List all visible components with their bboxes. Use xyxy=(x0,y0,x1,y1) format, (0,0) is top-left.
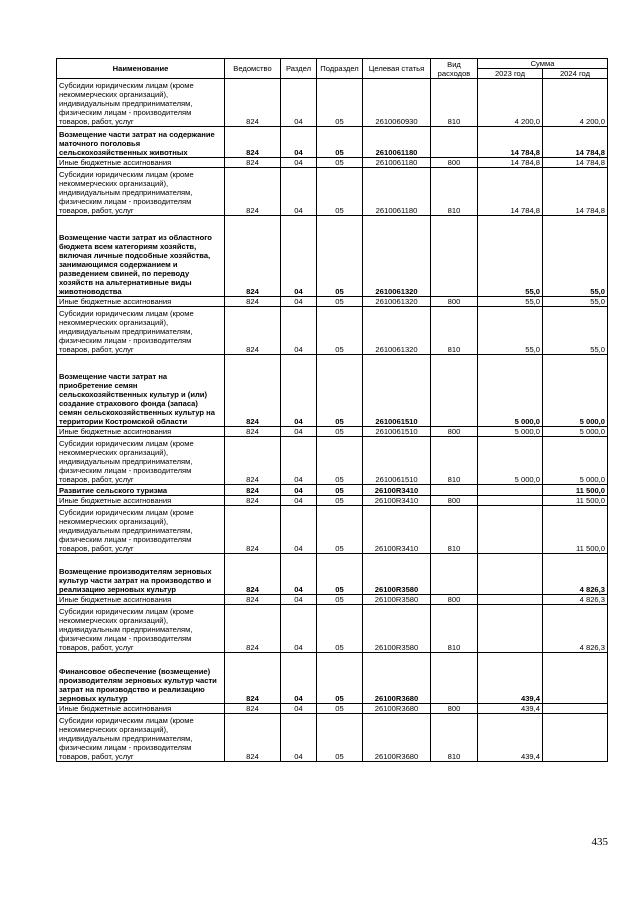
cell-subsection: 05 xyxy=(317,307,363,355)
cell-section: 04 xyxy=(281,127,317,158)
cell-target: 26100R3580 xyxy=(363,554,431,595)
cell-name: Возмещение части затрат на содержание маточного поголовья сельскохозяйственных животных xyxy=(57,127,225,158)
cell-2023 xyxy=(478,605,543,653)
cell-section: 04 xyxy=(281,554,317,595)
cell-subsection: 05 xyxy=(317,653,363,704)
cell-target: 26100R3410 xyxy=(363,485,431,496)
cell-name: Субсидии юридическим лицам (кроме некоммерческих организаций), индивидуальным предпринимателям, физическим лицам - производителям товаров, работ, услуг xyxy=(57,506,225,554)
table-row xyxy=(57,595,608,605)
cell-2024: 14 784,8 xyxy=(543,127,608,158)
cell-2023: 14 784,8 xyxy=(478,158,543,168)
cell-2024: 4 826,3 xyxy=(543,595,608,605)
cell-dept: 824 xyxy=(225,714,281,762)
cell-name: Иные бюджетные ассигнования xyxy=(57,704,225,714)
cell-target: 26100R3680 xyxy=(363,714,431,762)
cell-section: 04 xyxy=(281,307,317,355)
cell-section: 04 xyxy=(281,158,317,168)
cell-dept: 824 xyxy=(225,158,281,168)
cell-dept: 824 xyxy=(225,307,281,355)
cell-target: 2610061180 xyxy=(363,168,431,216)
table-row xyxy=(57,554,608,595)
cell-target: 26100R3580 xyxy=(363,605,431,653)
cell-subsection: 05 xyxy=(317,554,363,595)
cell-dept: 824 xyxy=(225,653,281,704)
cell-2024: 11 500,0 xyxy=(543,506,608,554)
cell-target: 26100R3680 xyxy=(363,704,431,714)
table-row xyxy=(57,127,608,158)
cell-exptype xyxy=(431,554,478,595)
cell-section: 04 xyxy=(281,485,317,496)
cell-name: Иные бюджетные ассигнования xyxy=(57,496,225,506)
cell-name: Возмещение производителям зерновых культур части затрат на производство и реализацию зерновых культур xyxy=(57,554,225,595)
cell-section: 04 xyxy=(281,437,317,485)
cell-section: 04 xyxy=(281,653,317,704)
cell-exptype xyxy=(431,653,478,704)
cell-2023 xyxy=(478,506,543,554)
cell-name: Субсидии юридическим лицам (кроме некоммерческих организаций), индивидуальным предпринимателям, физическим лицам - производителям товаров, работ, услуг xyxy=(57,714,225,762)
cell-exptype xyxy=(431,127,478,158)
cell-dept: 824 xyxy=(225,437,281,485)
cell-section: 04 xyxy=(281,496,317,506)
cell-2024: 4 200,0 xyxy=(543,79,608,127)
cell-subsection: 05 xyxy=(317,485,363,496)
cell-exptype: 810 xyxy=(431,168,478,216)
cell-subsection: 05 xyxy=(317,168,363,216)
cell-2023: 439,4 xyxy=(478,704,543,714)
cell-2024: 14 784,8 xyxy=(543,168,608,216)
cell-dept: 824 xyxy=(225,216,281,297)
cell-exptype xyxy=(431,485,478,496)
cell-section: 04 xyxy=(281,427,317,437)
cell-exptype: 800 xyxy=(431,297,478,307)
cell-2023: 439,4 xyxy=(478,714,543,762)
cell-target: 2610061320 xyxy=(363,216,431,297)
header-section: Раздел xyxy=(281,59,317,79)
table-row xyxy=(57,605,608,653)
cell-exptype: 810 xyxy=(431,307,478,355)
cell-section: 04 xyxy=(281,297,317,307)
cell-2024: 55,0 xyxy=(543,216,608,297)
table-row xyxy=(57,307,608,355)
cell-subsection: 05 xyxy=(317,437,363,485)
cell-target: 2610061510 xyxy=(363,427,431,437)
cell-name: Субсидии юридическим лицам (кроме некоммерческих организаций), индивидуальным предпринимателям, физическим лицам - производителям товаров, работ, услуг xyxy=(57,168,225,216)
cell-2023: 55,0 xyxy=(478,216,543,297)
cell-dept: 824 xyxy=(225,485,281,496)
cell-dept: 824 xyxy=(225,554,281,595)
table-row xyxy=(57,216,608,297)
cell-exptype: 810 xyxy=(431,79,478,127)
cell-name: Иные бюджетные ассигнования xyxy=(57,427,225,437)
cell-section: 04 xyxy=(281,605,317,653)
cell-name: Субсидии юридическим лицам (кроме некоммерческих организаций), индивидуальным предпринимателям, физическим лицам - производителям товаров, работ, услуг xyxy=(57,437,225,485)
cell-2023 xyxy=(478,496,543,506)
cell-subsection: 05 xyxy=(317,216,363,297)
cell-2024: 14 784,8 xyxy=(543,158,608,168)
cell-2024: 11 500,0 xyxy=(543,485,608,496)
cell-dept: 824 xyxy=(225,595,281,605)
table-row xyxy=(57,297,608,307)
cell-exptype: 800 xyxy=(431,595,478,605)
cell-section: 04 xyxy=(281,714,317,762)
cell-2024: 11 500,0 xyxy=(543,496,608,506)
cell-exptype: 800 xyxy=(431,704,478,714)
cell-subsection: 05 xyxy=(317,506,363,554)
cell-name: Субсидии юридическим лицам (кроме некоммерческих организаций), индивидуальным предпринимателям, физическим лицам - производителям товаров, работ, услуг xyxy=(57,307,225,355)
cell-target: 2610060930 xyxy=(363,79,431,127)
cell-subsection: 05 xyxy=(317,158,363,168)
header-subsection: Подраздел xyxy=(317,59,363,79)
cell-exptype: 800 xyxy=(431,427,478,437)
page-number: 435 xyxy=(591,836,608,848)
table-row xyxy=(57,496,608,506)
cell-target: 2610061510 xyxy=(363,437,431,485)
cell-dept: 824 xyxy=(225,297,281,307)
cell-section: 04 xyxy=(281,595,317,605)
table-row xyxy=(57,714,608,762)
cell-name: Развитие сельского туризма xyxy=(57,485,225,496)
table-header xyxy=(57,59,608,79)
cell-2024: 5 000,0 xyxy=(543,437,608,485)
table-body xyxy=(57,79,608,762)
header-name: Наименование xyxy=(57,59,225,79)
cell-name: Субсидии юридическим лицам (кроме некоммерческих организаций), индивидуальным предпринимателям, физическим лицам - производителям товаров, работ, услуг xyxy=(57,605,225,653)
cell-subsection: 05 xyxy=(317,605,363,653)
header-dept: Ведомство xyxy=(225,59,281,79)
cell-name: Финансовое обеспечение (возмещение) производителям зерновых культур части затрат на производство и реализацию зерновых культур xyxy=(57,653,225,704)
table-row xyxy=(57,158,608,168)
cell-exptype: 800 xyxy=(431,496,478,506)
cell-dept: 824 xyxy=(225,496,281,506)
cell-2023: 439,4 xyxy=(478,653,543,704)
cell-2024: 5 000,0 xyxy=(543,355,608,427)
cell-dept: 824 xyxy=(225,704,281,714)
cell-dept: 824 xyxy=(225,427,281,437)
cell-2024: 55,0 xyxy=(543,307,608,355)
cell-2023: 5 000,0 xyxy=(478,437,543,485)
cell-target: 26100R3580 xyxy=(363,595,431,605)
cell-dept: 824 xyxy=(225,355,281,427)
cell-target: 2610061180 xyxy=(363,127,431,158)
cell-2023: 14 784,8 xyxy=(478,168,543,216)
header-2023: 2023 год xyxy=(478,69,543,79)
cell-section: 04 xyxy=(281,216,317,297)
cell-subsection: 05 xyxy=(317,714,363,762)
table-row xyxy=(57,355,608,427)
cell-2023: 5 000,0 xyxy=(478,355,543,427)
cell-subsection: 05 xyxy=(317,79,363,127)
cell-2024 xyxy=(543,653,608,704)
cell-exptype: 810 xyxy=(431,506,478,554)
cell-section: 04 xyxy=(281,506,317,554)
cell-target: 26100R3680 xyxy=(363,653,431,704)
cell-name: Иные бюджетные ассигнования xyxy=(57,158,225,168)
cell-subsection: 05 xyxy=(317,355,363,427)
header-2024: 2024 год xyxy=(543,69,608,79)
cell-2024: 5 000,0 xyxy=(543,427,608,437)
cell-exptype: 810 xyxy=(431,605,478,653)
cell-dept: 824 xyxy=(225,168,281,216)
cell-exptype xyxy=(431,355,478,427)
cell-target: 2610061180 xyxy=(363,158,431,168)
cell-exptype: 810 xyxy=(431,437,478,485)
cell-2024 xyxy=(543,704,608,714)
cell-subsection: 05 xyxy=(317,427,363,437)
cell-dept: 824 xyxy=(225,506,281,554)
table-row xyxy=(57,168,608,216)
header-sum: Сумма xyxy=(478,59,608,69)
cell-target: 2610061320 xyxy=(363,297,431,307)
table-row xyxy=(57,653,608,704)
cell-name: Субсидии юридическим лицам (кроме некоммерческих организаций), индивидуальным предпринимателям, физическим лицам - производителям товаров, работ, услуг xyxy=(57,79,225,127)
table-row xyxy=(57,437,608,485)
cell-exptype xyxy=(431,216,478,297)
cell-section: 04 xyxy=(281,79,317,127)
cell-dept: 824 xyxy=(225,127,281,158)
cell-target: 26100R3410 xyxy=(363,506,431,554)
table-row xyxy=(57,79,608,127)
header-exptype: Вид расходов xyxy=(431,59,478,79)
cell-subsection: 05 xyxy=(317,704,363,714)
cell-section: 04 xyxy=(281,704,317,714)
cell-dept: 824 xyxy=(225,605,281,653)
cell-section: 04 xyxy=(281,168,317,216)
cell-2024: 4 826,3 xyxy=(543,554,608,595)
cell-2023 xyxy=(478,595,543,605)
cell-subsection: 05 xyxy=(317,595,363,605)
table-row xyxy=(57,427,608,437)
budget-table xyxy=(56,58,608,762)
cell-2023 xyxy=(478,554,543,595)
cell-section: 04 xyxy=(281,355,317,427)
cell-subsection: 05 xyxy=(317,127,363,158)
cell-name: Иные бюджетные ассигнования xyxy=(57,297,225,307)
table-row xyxy=(57,485,608,496)
table-row xyxy=(57,704,608,714)
cell-subsection: 05 xyxy=(317,496,363,506)
cell-2023: 5 000,0 xyxy=(478,427,543,437)
cell-target: 2610061510 xyxy=(363,355,431,427)
cell-2023: 55,0 xyxy=(478,307,543,355)
cell-exptype: 810 xyxy=(431,714,478,762)
cell-2023: 55,0 xyxy=(478,297,543,307)
cell-name: Возмещение части затрат из областного бюджета всем категориям хозяйств, включая личные подсобные хозяйства, занимающимся содержанием и разведением свиней, по переводу хозяйств на альтернативные виды животноводства xyxy=(57,216,225,297)
cell-exptype: 800 xyxy=(431,158,478,168)
cell-name: Возмещение части затрат на приобретение семян сельскохозяйственных культур и (или) создание страхового фонда (запаса) семян сельскохозяйственных культур на территории Костромской области xyxy=(57,355,225,427)
cell-2023: 4 200,0 xyxy=(478,79,543,127)
table-row xyxy=(57,506,608,554)
cell-subsection: 05 xyxy=(317,297,363,307)
cell-2024 xyxy=(543,714,608,762)
cell-2024: 4 826,3 xyxy=(543,605,608,653)
cell-2023: 14 784,8 xyxy=(478,127,543,158)
cell-target: 2610061320 xyxy=(363,307,431,355)
cell-2023 xyxy=(478,485,543,496)
cell-target: 26100R3410 xyxy=(363,496,431,506)
header-target: Целевая статья xyxy=(363,59,431,79)
cell-name: Иные бюджетные ассигнования xyxy=(57,595,225,605)
cell-dept: 824 xyxy=(225,79,281,127)
cell-2024: 55,0 xyxy=(543,297,608,307)
